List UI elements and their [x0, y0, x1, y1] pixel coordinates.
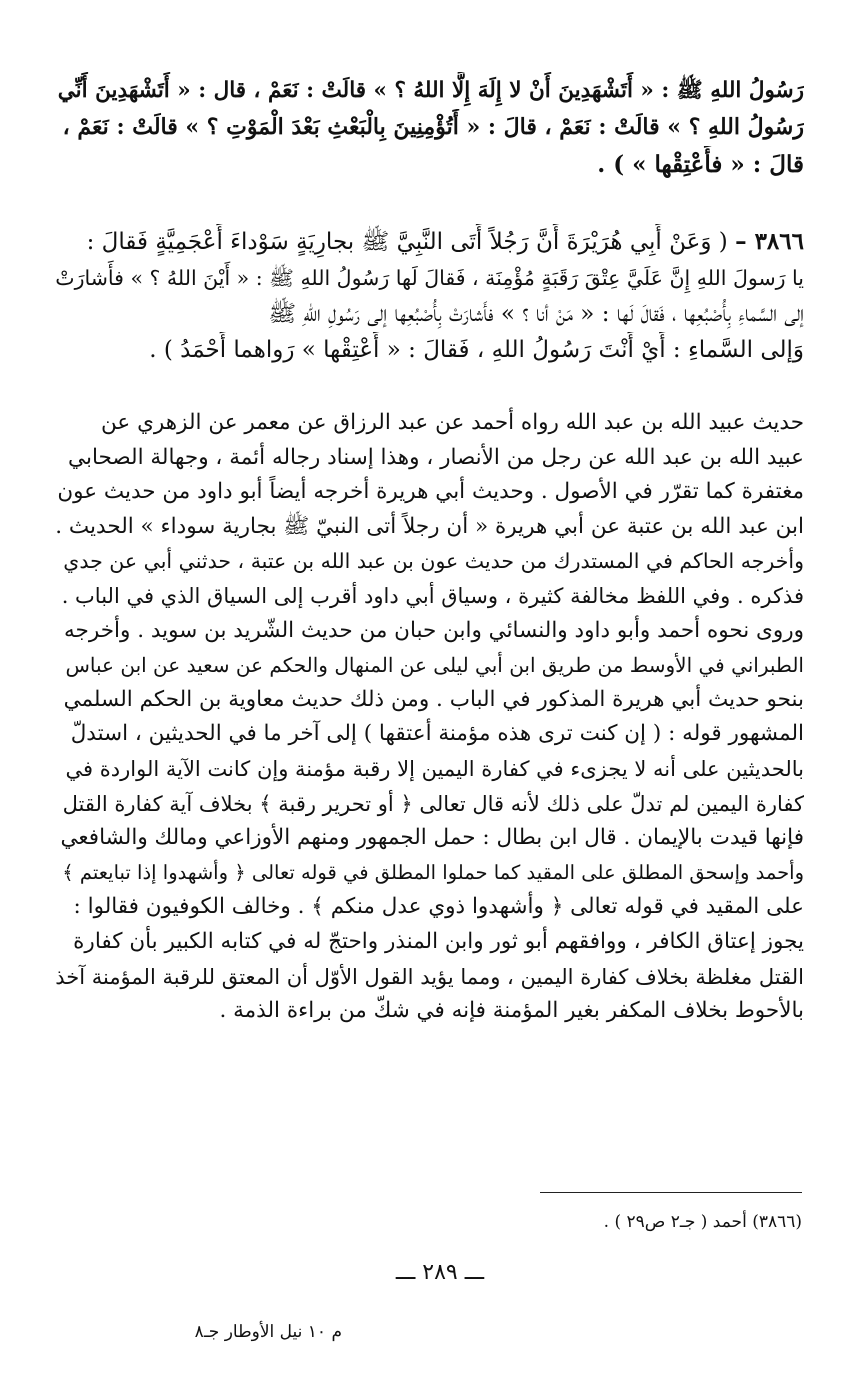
text-line: وروى نحوه أحمد وأبو داود والنسائي وابن حبان من حديث الشّريد بن سويد . وأخرجه	[64, 617, 804, 643]
text-line: رَسُولُ اللهِ ؟ » قالَتْ : نَعَمْ ، قالَ : « أَتُؤْمِنِينَ بِالْبَعْثِ بَعْدَ الْمَوْتِ ؟ » قالَتْ : نَعَمْ ،	[62, 114, 804, 140]
text-line: فإنها قيدت بالإيمان . قال ابن بطال : حمل الجمهور ومنهم الأوزاعي ومالك والشافعي	[60, 825, 804, 851]
text-line: يا رَسولَ اللهِ إِنَّ عَلَيَّ عِتْقَ رَقَبَةٍ مُؤْمِنَة ، فَقالَ لَها رَسُولُ اللهِ ﷺ : « أَيْنَ اللهُ ؟ » فأَشارَتْ	[55, 266, 804, 290]
text-line: الطبراني في الأوسط من طريق ابن أبي ليلى عن المنهال والحكم عن سعيد عن ابن عباس	[65, 653, 804, 678]
text-line: قالَ : « فأَعْتِقْها » ) .	[597, 151, 804, 178]
text-line: المشهور قوله : ( إن كنت ترى هذه مؤمنة أعتقها ) إلى آخر ما في الحديثين ، استدلّ	[70, 721, 804, 747]
commentary-paragraph	[52, 406, 804, 1029]
text-line: كفارة اليمين لم تدلّ على ذلك لأنه قال تعالى ﴿ أو تحرير رقبة ﴾ بخلاف آية كفارة القتل	[62, 791, 804, 816]
text-line: بالأحوط بخلاف المكفر بغير المؤمنة فإنه في شكّ من براءة الذمة .	[219, 998, 804, 1024]
hadith-paragraph	[52, 224, 804, 368]
text-line: مغتفرة كما تقرّر في الأصول . وحديث أبي هريرة أخرجه أيضاً أبو داود من حديث عون	[57, 479, 804, 505]
top-paragraph	[52, 72, 804, 183]
text-line: ابن عبد الله بن عتبة عن أبي هريرة « أن رجلاً أتى النبيّ ﷺ بجارية سوداء » الحديث .	[55, 513, 804, 539]
text-line: على المقيد في قوله تعالى ﴿ وأشهدوا ذوي عدل منكم ﴾ . وخالف الكوفيون فقالوا :	[73, 894, 804, 920]
text-line: القتل مغلظة بخلاف كفارة اليمين ، ومما يؤيد القول الأوّل أن المعتق للرقبة المؤمنة آخذ	[55, 964, 804, 989]
hadith-number: ٣٨٦٦ –	[735, 228, 804, 255]
text-line	[52, 224, 804, 260]
page-number: ـــ ٢٨٩ ـــ	[395, 1260, 485, 1285]
text-line: بالحديثين على أنه لا يجزىء في كفارة اليمين إلا رقبة مؤمنة وإن كانت الآية الواردة في	[65, 756, 804, 781]
signature-mark: م ١٠ نيل الأوطار جـ٨	[194, 1322, 342, 1342]
text-line: إلى السَّماءِ بِأُصْبُعِها ، فَقالَ لَها : « مَنْ أنا ؟ » فأَشارَتْ بِأُصْبُعِها إلى رَسُولِ اللهِ ﷺ	[268, 301, 804, 327]
footnote-divider	[540, 1192, 802, 1193]
text-line: فذكره . وفي اللفظ مخالفة كثيرة ، وسياق أبي داود أقرب إلى السياق الذي في الباب .	[61, 583, 804, 608]
text-line: وأحمد وإسحق المطلق على المقيد كما حملوا المطلق في قوله تعالى ﴿ وأشهدوا إذا تبايعتم ﴾	[62, 860, 804, 884]
hadith-text: ( وَعَنْ أَبِي هُرَيْرَةَ أَنَّ رَجُلاً أَتَى النَّبِيَّ ﷺ بجارِيَةٍ سَوْداءَ أَعْجَمِيَّةٍ فَقالَ :	[86, 229, 728, 255]
text-line: يجوز إعتاق الكافر ، ووافقهم أبو ثور وابن المنذر واحتجّ له في كتابه الكبير بأن كفارة	[73, 928, 804, 954]
text-line: بنحو حديث أبي هريرة المذكور في الباب . ومن ذلك حديث معاوية بن الحكم السلمي	[63, 686, 804, 712]
text-line: وأخرجه الحاكم في المستدرك من حديث عون بن عبد الله بن عتبة ، حدثني أبي عن جدي	[63, 549, 804, 574]
text-line: عبيد الله بن عبد الله عن رجل من الأنصار ، وهذا إسناد رجاله أئمة ، وجهالة الصحابي	[68, 444, 804, 470]
text-line: وَإلى السَّماءِ : أَيْ أَنْتَ رَسُولُ اللهِ ، فَقالَ : « أَعْتِقْها » رَواهما أَحْمَدُ ) .	[149, 337, 804, 363]
text-line: رَسُولُ اللهِ ﷺ : « أَتَشْهَدِينَ أَنْ لا إِلَهَ إِلَّا اللهُ ؟ » قالَتْ : نَعَمْ ، قال : « أَتَشْهَدِينَ أَنِّي	[57, 78, 804, 103]
footnote: (٣٨٦٦) أحمد ( جـ٢ ص٢٩ ) .	[603, 1212, 802, 1232]
text-line: حديث عبيد الله بن عبد الله رواه أحمد عن عبد الرزاق عن معمر عن الزهري عن	[101, 410, 804, 435]
